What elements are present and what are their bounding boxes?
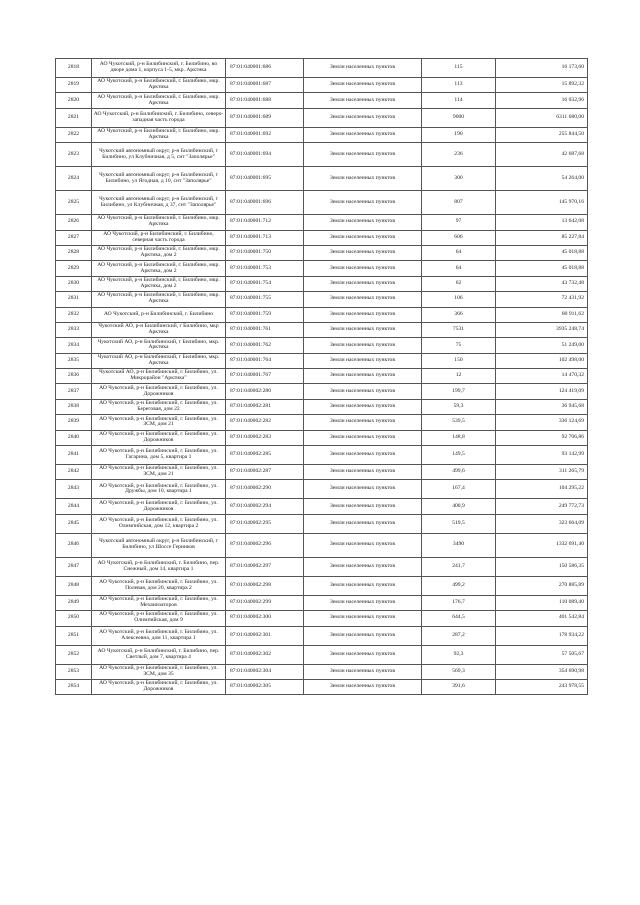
cell-row-number: 2836 [56, 369, 92, 384]
table-row [56, 143, 588, 167]
cell-land-category: Земли населенных пунктов [304, 191, 422, 215]
cell-cadastral-cost: 3935 248,74 [496, 322, 588, 337]
cell-cadastral-number: 87:01:040002:282 [226, 415, 304, 430]
cell-cadastral-cost: 1332 691,40 [496, 533, 588, 557]
table-row [56, 576, 588, 595]
cell-area: 499,2 [422, 576, 496, 595]
cell-land-category: Земли населенных пунктов [304, 576, 422, 595]
table-row [56, 465, 588, 480]
cell-row-number: 2820 [56, 93, 92, 108]
cell-area: 569,3 [422, 664, 496, 679]
cell-row-number: 2837 [56, 384, 92, 399]
cell-cadastral-cost: 336 124,69 [496, 415, 588, 430]
cell-land-category: Земли населенных пунктов [304, 645, 422, 664]
cell-area: 190 [422, 127, 496, 142]
cell-address: Чукотский АО, р-н Билибинский, г. Билибино, ул. Микрорайон "Арктика" [92, 369, 226, 384]
cell-area: 114 [422, 93, 496, 108]
table-row [56, 595, 588, 610]
cell-land-category: Земли населенных пунктов [304, 480, 422, 499]
table-row [56, 514, 588, 533]
cell-cadastral-number: 87:01:040002:290 [226, 480, 304, 499]
table-row [56, 353, 588, 368]
cell-address: Чукотский автономный округ, р-н Билибинский, г Билибино, ул Клубничная, д 37, снт "Заполярье" [92, 191, 226, 215]
cell-cadastral-number: 87:01:040001:694 [226, 143, 304, 167]
cell-cadastral-cost: 243 978,55 [496, 679, 588, 694]
cell-cadastral-number: 87:01:040002:299 [226, 595, 304, 610]
cell-area: 606 [422, 230, 496, 245]
table-row [56, 338, 588, 353]
cell-area: 287,2 [422, 626, 496, 645]
table-row [56, 664, 588, 679]
table-row [56, 292, 588, 307]
cell-cadastral-number: 87:01:040001:759 [226, 307, 304, 322]
cell-area: 59,3 [422, 399, 496, 414]
cell-area: 236 [422, 143, 496, 167]
cell-cadastral-number: 87:01:040001:686 [226, 59, 304, 78]
table-body [56, 59, 588, 695]
cell-cadastral-cost: 401 542,84 [496, 611, 588, 626]
cell-row-number: 2851 [56, 626, 92, 645]
cell-row-number: 2842 [56, 465, 92, 480]
cell-cadastral-cost: 51 249,00 [496, 338, 588, 353]
cell-area: 807 [422, 191, 496, 215]
cell-row-number: 2848 [56, 576, 92, 595]
cell-land-category: Земли населенных пунктов [304, 430, 422, 445]
cell-cadastral-cost: 15 892,32 [496, 78, 588, 93]
cell-cadastral-cost: 80 911,62 [496, 307, 588, 322]
cell-cadastral-cost: 42 687,68 [496, 143, 588, 167]
table-row [56, 679, 588, 694]
cell-address: АО Чукотский, р-н Билибинский, г. Билибино, ул. Гагарина, дом 5, квартира 1 [92, 446, 226, 465]
cell-address: АО Чукотский, р-н Билибинский, г. Билибино, ул. Дорожников [92, 499, 226, 514]
table-row [56, 230, 588, 245]
cell-land-category: Земли населенных пунктов [304, 78, 422, 93]
cell-area: 149,5 [422, 446, 496, 465]
cell-cadastral-cost: 45 018,88 [496, 245, 588, 260]
cell-address: АО Чукотский, р-н Билибинский, г. Билибино, северо-западная часть города [92, 108, 226, 127]
cell-address: АО Чукотский, р-н Билибинский, г. Билибино [92, 307, 226, 322]
cell-row-number: 2835 [56, 353, 92, 368]
cell-row-number: 2843 [56, 480, 92, 499]
cell-row-number: 2827 [56, 230, 92, 245]
cell-cadastral-cost: 92 706,86 [496, 430, 588, 445]
cell-cadastral-cost: 104 295,22 [496, 480, 588, 499]
cell-row-number: 2828 [56, 245, 92, 260]
cell-address: АО Чукотский, р-н Билибинский, г. Билибино, пер. Светлый, дом 7, квартира 4 [92, 645, 226, 664]
table-row [56, 276, 588, 291]
cell-area: 115 [422, 59, 496, 78]
cell-row-number: 2844 [56, 499, 92, 514]
table-row [56, 611, 588, 626]
table-row [56, 261, 588, 276]
cell-address: АО Чукотский, р-н Билибинский, г. Билибино, ул. Дорожников [92, 384, 226, 399]
cell-cadastral-cost: 93 142,99 [496, 446, 588, 465]
cell-address: АО Чукотский, р-н Билибинский, г. Билибино, мкр. Арктика [92, 127, 226, 142]
cell-area: 3490 [422, 533, 496, 557]
cell-area: 92,3 [422, 645, 496, 664]
cell-land-category: Земли населенных пунктов [304, 446, 422, 465]
cell-cadastral-cost: 43 732,48 [496, 276, 588, 291]
cell-address: АО Чукотский, р-н Билибинский, г. Билибино, ул. Полевая, дом 20, квартира 2 [92, 576, 226, 595]
cell-cadastral-number: 87:01:040001:696 [226, 191, 304, 215]
cell-land-category: Земли населенных пунктов [304, 245, 422, 260]
cell-area: 7531 [422, 322, 496, 337]
cell-land-category: Земли населенных пунктов [304, 292, 422, 307]
cell-area: 300 [422, 167, 496, 191]
cell-cadastral-cost: 323 664,09 [496, 514, 588, 533]
cell-land-category: Земли населенных пунктов [304, 167, 422, 191]
cell-address: АО Чукотский, р-н Билибинский, г. Билибино, мкр. Арктика [92, 292, 226, 307]
land-plots-table [55, 58, 588, 695]
cell-area: 519,5 [422, 514, 496, 533]
cell-cadastral-cost: 255 844,50 [496, 127, 588, 142]
table-row [56, 215, 588, 230]
cell-land-category: Земли населенных пунктов [304, 384, 422, 399]
cell-cadastral-cost: 57 505,67 [496, 645, 588, 664]
cell-land-category: Земли населенных пунктов [304, 679, 422, 694]
document-page [55, 58, 587, 695]
cell-row-number: 2839 [56, 415, 92, 430]
cell-cadastral-number: 87:01:040002:294 [226, 499, 304, 514]
cell-land-category: Земли населенных пунктов [304, 595, 422, 610]
cell-cadastral-cost: 16 032,96 [496, 93, 588, 108]
cell-cadastral-cost: 354 690,98 [496, 664, 588, 679]
cell-cadastral-number: 87:01:040002:296 [226, 533, 304, 557]
cell-cadastral-number: 87:01:040001:762 [226, 338, 304, 353]
cell-cadastral-number: 87:01:040001:688 [226, 93, 304, 108]
cell-address: АО Чукотский, р-н Билибинский, г. Билибино, мкр. Арктика, дом 2 [92, 276, 226, 291]
cell-land-category: Земли населенных пунктов [304, 108, 422, 127]
cell-cadastral-number: 87:01:040001:753 [226, 261, 304, 276]
cell-area: 366 [422, 307, 496, 322]
cell-row-number: 2821 [56, 108, 92, 127]
cell-cadastral-number: 87:01:040001:764 [226, 353, 304, 368]
cell-cadastral-cost: 14 470,32 [496, 369, 588, 384]
table-row [56, 245, 588, 260]
table-row [56, 499, 588, 514]
cell-cadastral-number: 87:01:040001:755 [226, 292, 304, 307]
cell-address: Чукотский АО, р-н Билибинский, г Билибино, мкр. Арктика [92, 353, 226, 368]
cell-row-number: 2841 [56, 446, 92, 465]
cell-cadastral-cost: 110 089,40 [496, 595, 588, 610]
cell-cadastral-number: 87:01:040001:767 [226, 369, 304, 384]
table-row [56, 59, 588, 78]
cell-address: АО Чукотский, р-н Билибинский, г. Билибино, мкр. Арктика [92, 78, 226, 93]
cell-row-number: 2830 [56, 276, 92, 291]
cell-area: 106 [422, 292, 496, 307]
table-row [56, 533, 588, 557]
cell-cadastral-number: 87:01:040002:305 [226, 679, 304, 694]
cell-land-category: Земли населенных пунктов [304, 611, 422, 626]
cell-row-number: 2832 [56, 307, 92, 322]
cell-address: Чукотский автономный округ, р-н Билибинский, г Билибино, ул Ягодная, д 10, снт "Заполярье" [92, 167, 226, 191]
table-row [56, 78, 588, 93]
table-row [56, 93, 588, 108]
table-row [56, 645, 588, 664]
cell-area: 64 [422, 245, 496, 260]
cell-area: 400,9 [422, 499, 496, 514]
cell-row-number: 2849 [56, 595, 92, 610]
cell-cadastral-number: 87:01:040001:692 [226, 127, 304, 142]
cell-row-number: 2831 [56, 292, 92, 307]
cell-cadastral-number: 87:01:040002:283 [226, 430, 304, 445]
cell-land-category: Земли населенных пунктов [304, 59, 422, 78]
cell-cadastral-number: 87:01:040001:713 [226, 230, 304, 245]
cell-area: 539,5 [422, 415, 496, 430]
table-row [56, 415, 588, 430]
cell-land-category: Земли населенных пунктов [304, 353, 422, 368]
cell-land-category: Земли населенных пунктов [304, 399, 422, 414]
cell-cadastral-number: 87:01:040002:287 [226, 465, 304, 480]
cell-row-number: 2846 [56, 533, 92, 557]
cell-land-category: Земли населенных пунктов [304, 338, 422, 353]
cell-cadastral-cost: 85 227,84 [496, 230, 588, 245]
cell-cadastral-number: 87:01:040002:300 [226, 611, 304, 626]
cell-cadastral-number: 87:01:040002:298 [226, 576, 304, 595]
cell-land-category: Земли населенных пунктов [304, 93, 422, 108]
cell-cadastral-number: 87:01:040002:295 [226, 514, 304, 533]
cell-address: АО Чукотский, р-н Билибинский, г. Билибино, во дворе домa 1, корпуса 1-5, мкр. Арктика [92, 59, 226, 78]
cell-address: АО Чукотский, р-н Билибинский, г. Билибино, пер. Снежный, дом 14, квартира 1 [92, 557, 226, 576]
cell-address: АО Чукотский, р-н Билибинский, г. Билибино, северная часть города [92, 230, 226, 245]
cell-cadastral-number: 87:01:040001:687 [226, 78, 304, 93]
cell-cadastral-number: 87:01:040001:754 [226, 276, 304, 291]
cell-row-number: 2838 [56, 399, 92, 414]
cell-row-number: 2819 [56, 78, 92, 93]
cell-cadastral-cost: 16 173,60 [496, 59, 588, 78]
cell-cadastral-cost: 13 642,08 [496, 215, 588, 230]
cell-land-category: Земли населенных пунктов [304, 533, 422, 557]
cell-address: АО Чукотский, р-н Билибинский, г. Билибино, мкр. Арктика [92, 215, 226, 230]
cell-land-category: Земли населенных пунктов [304, 322, 422, 337]
cell-area: 167,4 [422, 480, 496, 499]
cell-address: АО Чукотский, р-н Билибинский, г. Билибино, мкр. Арктика, дом 2 [92, 245, 226, 260]
cell-address: АО Чукотский, р-н Билибинский, г. Билибино, ул. Дорожников [92, 430, 226, 445]
cell-cadastral-number: 87:01:040001:695 [226, 167, 304, 191]
cell-address: Чукотский АО, р-н Билибинский, г Билибино, мкр. Арктика [92, 338, 226, 353]
table-row [56, 384, 588, 399]
cell-area: 64 [422, 261, 496, 276]
cell-cadastral-number: 87:01:040002:280 [226, 384, 304, 399]
cell-cadastral-number: 87:01:040002:281 [226, 399, 304, 414]
cell-address: АО Чукотский, р-н Билибинский, г. Билибино, ул. Механизаторов [92, 595, 226, 610]
cell-land-category: Земли населенных пунктов [304, 261, 422, 276]
cell-address: Чукотский автономный округ, р-н Билибинский, г Билибино, ул Клубничная, д 5, снт "Заполярье" [92, 143, 226, 167]
cell-cadastral-cost: 102 498,00 [496, 353, 588, 368]
cell-land-category: Земли населенных пунктов [304, 215, 422, 230]
table-row [56, 446, 588, 465]
cell-address: Чукотский автономный округ, р-н Билибинский, г Билибино, ул Шоссе Геринков [92, 533, 226, 557]
cell-land-category: Земли населенных пунктов [304, 664, 422, 679]
cell-address: АО Чукотский, р-н Билибинский, г. Билибино, ул. Береговая, дом 22 [92, 399, 226, 414]
cell-row-number: 2833 [56, 322, 92, 337]
cell-cadastral-cost: 270 885,89 [496, 576, 588, 595]
cell-cadastral-number: 87:01:040001:689 [226, 108, 304, 127]
cell-cadastral-number: 87:01:040002:297 [226, 557, 304, 576]
table-row [56, 399, 588, 414]
cell-cadastral-cost: 124 419,09 [496, 384, 588, 399]
cell-cadastral-cost: 45 018,88 [496, 261, 588, 276]
cell-address: АО Чукотский, р-н Билибинский, г. Билибино, ул. ЗСМ, дом 21 [92, 465, 226, 480]
cell-row-number: 2834 [56, 338, 92, 353]
cell-area: 12 [422, 369, 496, 384]
cell-land-category: Земли населенных пунктов [304, 626, 422, 645]
cell-land-category: Земли населенных пунктов [304, 465, 422, 480]
cell-land-category: Земли населенных пунктов [304, 514, 422, 533]
cell-land-category: Земли населенных пунктов [304, 230, 422, 245]
cell-area: 150 [422, 353, 496, 368]
cell-land-category: Земли населенных пунктов [304, 143, 422, 167]
table-row [56, 557, 588, 576]
cell-land-category: Земли населенных пунктов [304, 307, 422, 322]
cell-area: 62 [422, 276, 496, 291]
cell-row-number: 2854 [56, 679, 92, 694]
cell-cadastral-number: 87:01:040001:750 [226, 245, 304, 260]
cell-address: АО Чукотский, р-н Билибинский, г. Билибино, ул. Олимпийская, дом 9 [92, 611, 226, 626]
cell-row-number: 2845 [56, 514, 92, 533]
table-row [56, 108, 588, 127]
cell-address: Чукотский АО, р-н Билибинский, г Билибино, мкр Арктика [92, 322, 226, 337]
cell-row-number: 2829 [56, 261, 92, 276]
cell-land-category: Земли населенных пунктов [304, 276, 422, 291]
cell-row-number: 2822 [56, 127, 92, 142]
table-row [56, 430, 588, 445]
cell-area: 148,8 [422, 430, 496, 445]
table-row [56, 167, 588, 191]
cell-land-category: Земли населенных пунктов [304, 415, 422, 430]
table-row [56, 127, 588, 142]
cell-row-number: 2825 [56, 191, 92, 215]
table-row [56, 322, 588, 337]
table-row [56, 480, 588, 499]
cell-row-number: 2852 [56, 645, 92, 664]
cell-area: 176,7 [422, 595, 496, 610]
cell-address: АО Чукотский, р-н Билибинский, г. Билибино, мкр. Арктика, дом 2 [92, 261, 226, 276]
cell-address: АО Чукотский, р-н Билибинский, г. Билибино, ул. Дорожников [92, 679, 226, 694]
cell-cadastral-cost: 178 934,22 [496, 626, 588, 645]
cell-cadastral-number: 87:01:040002:304 [226, 664, 304, 679]
table-row [56, 369, 588, 384]
cell-cadastral-cost: 145 970,16 [496, 191, 588, 215]
cell-row-number: 2840 [56, 430, 92, 445]
cell-cadastral-cost: 249 772,73 [496, 499, 588, 514]
cell-row-number: 2824 [56, 167, 92, 191]
cell-cadastral-number: 87:01:040002:301 [226, 626, 304, 645]
cell-land-category: Земли населенных пунктов [304, 127, 422, 142]
cell-area: 241,7 [422, 557, 496, 576]
table-row [56, 191, 588, 215]
cell-cadastral-cost: 311 265,79 [496, 465, 588, 480]
cell-area: 9000 [422, 108, 496, 127]
cell-area: 644,5 [422, 611, 496, 626]
table-row [56, 626, 588, 645]
cell-cadastral-number: 87:01:040002:302 [226, 645, 304, 664]
cell-address: АО Чукотский, р-н Билибинский, г. Билибино, ул. Дружбы, дом 10, квартира 1 [92, 480, 226, 499]
cell-row-number: 2850 [56, 611, 92, 626]
cell-land-category: Земли населенных пунктов [304, 369, 422, 384]
cell-area: 499,6 [422, 465, 496, 480]
cell-area: 391,6 [422, 679, 496, 694]
cell-cadastral-cost: 54 264,00 [496, 167, 588, 191]
cell-address: АО Чукотский, р-н Билибинский, г. Билибино, мкр. Арктика [92, 93, 226, 108]
cell-row-number: 2823 [56, 143, 92, 167]
cell-cadastral-cost: 72 431,92 [496, 292, 588, 307]
cell-cadastral-cost: 150 586,35 [496, 557, 588, 576]
cell-cadastral-number: 87:01:040001:712 [226, 215, 304, 230]
cell-area: 97 [422, 215, 496, 230]
cell-area: 199,7 [422, 384, 496, 399]
cell-cadastral-number: 87:01:040001:761 [226, 322, 304, 337]
cell-cadastral-cost: 6311 680,00 [496, 108, 588, 127]
cell-address: АО Чукотский, р-н Билибинский, г. Билибино, ул. ЗСМ, дом 35 [92, 664, 226, 679]
cell-address: АО Чукотский, р-н Билибинский, г. Билибино, ул. Алексеевна, дом 11, квартира 1 [92, 626, 226, 645]
table-row [56, 307, 588, 322]
cell-row-number: 2853 [56, 664, 92, 679]
cell-row-number: 2818 [56, 59, 92, 78]
cell-address: АО Чукотский, р-н Билибинский, г. Билибино, ул. ЗСМ, дом 21 [92, 415, 226, 430]
cell-row-number: 2847 [56, 557, 92, 576]
cell-cadastral-number: 87:01:040002:285 [226, 446, 304, 465]
cell-land-category: Земли населенных пунктов [304, 557, 422, 576]
cell-cadastral-cost: 36 945,68 [496, 399, 588, 414]
cell-area: 75 [422, 338, 496, 353]
cell-area: 113 [422, 78, 496, 93]
cell-row-number: 2826 [56, 215, 92, 230]
cell-land-category: Земли населенных пунктов [304, 499, 422, 514]
cell-address: АО Чукотский, р-н Билибинский, г. Билибино, ул. Олимпийская, дом 12, квартира 2 [92, 514, 226, 533]
